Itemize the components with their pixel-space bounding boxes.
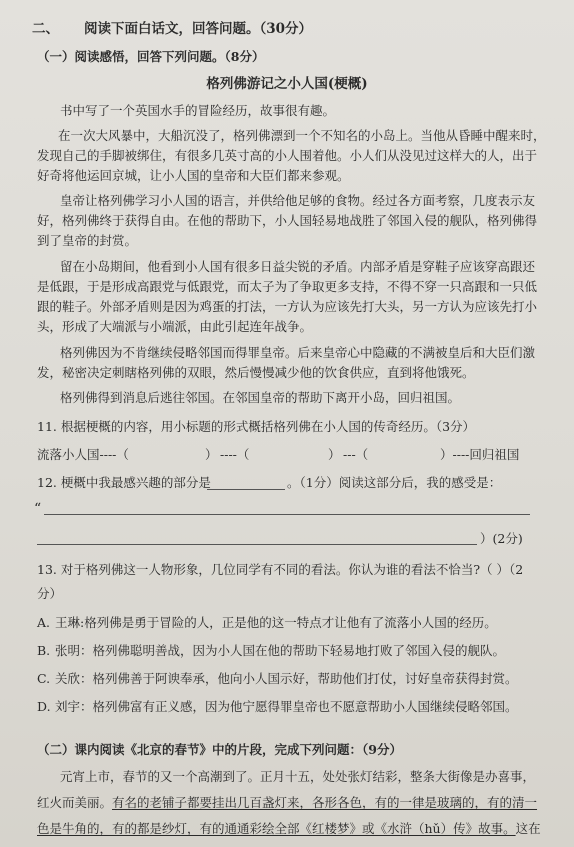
question-13: 13. 对于格列佛这一人物形象，几位同学有不同的看法。你认为谁的看法不恰当?（ ）（2 [37, 562, 524, 577]
q11-arrow-2: ---（ [343, 447, 369, 462]
paragraph-line: 是低跟，于是形成高跟党与低跟党，而太子为了争取更多支持，不得不穿一只高跟和一只低 [37, 279, 538, 294]
paragraph-line: 发，秘密决定刺瞎格列佛的双眼，然后慢慢减少他的饮食供应，直到将他饿死。 [37, 365, 475, 380]
option-a-label[interactable]: A. [37, 615, 51, 630]
paragraph-line: 留在小岛期间，他看到小人国有很多日益尖锐的矛盾。内部矛盾是穿鞋子应该穿高跟还 [60, 259, 536, 274]
q11-blank-2-close: ） [328, 447, 341, 462]
q12-interest-blank[interactable] [207, 489, 285, 490]
q11-blank-1-close: ） [205, 447, 218, 462]
part2-heading: （二）课内阅读《北京的春节》中的片段，完成下列问题：（9分） [37, 742, 402, 757]
part2-line-2-underlined: 有名的老铺子都要挂出几百盏灯来，各形各色，有的一律是玻璃的，有的清一 [112, 795, 538, 810]
story-title: 格列佛游记之小人国(梗概) [206, 76, 368, 92]
section-number: 二、 [32, 21, 59, 37]
section-heading: 阅读下面白话文，回答问题。（30分） [84, 21, 313, 37]
q12-answer-line-1[interactable] [44, 514, 530, 515]
question-11: 11. 根据梗概的内容，用小标题的形式概括格列佛在小人国的传奇经历。（3分） [37, 419, 476, 434]
question-12-suffix: 。（1分）阅读这部分后，我的感受是： [287, 475, 502, 490]
part2-line-3-underlined: 色是牛角的，有的都是纱灯，有的通通彩绘全部《红楼梦》或《水浒（hǔ）传》故事。 [37, 821, 516, 836]
q11-end-label: ）----回归祖国 [440, 447, 520, 462]
paragraph-line: 格列佛因为不肯继续侵略邻国而得罪皇帝。后来皇帝心中隐藏的不满被皇后和大臣们激 [60, 345, 536, 360]
option-d-text: 刘宇：格列佛富有正义感，因为他宁愿得罪皇帝也不愿意帮助小人国继续侵略邻国。 [55, 699, 518, 714]
q11-start-label: 流落小人国----（ [37, 447, 129, 462]
part2-line-3-plain: 这在 [515, 821, 541, 836]
paragraph-line: 在一次大风暴中，大船沉没了，格列佛漂到一个不知名的小岛上。当他从昏睡中醒来时， [58, 128, 546, 143]
q11-arrow-1: ----（ [220, 447, 250, 462]
part2-line-2-plain: 红火而美丽。 [37, 795, 113, 810]
part1-heading: （一）阅读感悟，回答下列问题。（8分） [37, 49, 265, 64]
part2-line-3 [37, 820, 541, 838]
paragraph-line: 头，形成了大端派与小端派，由此引起连年战争。 [37, 319, 313, 334]
part2-line-1: 元宵上市，春节的又一个高潮到了。正月十五，处处张灯结彩，整条大街像是办喜事， [60, 769, 536, 784]
paragraph-line: 好奇将他运回京城，让小人国的皇帝和大臣们都来参观。 [37, 168, 350, 183]
option-b-text: 张明：格列佛聪明善战，因为小人国在他的帮助下轻易地打败了邻国入侵的舰队。 [55, 643, 506, 658]
q12-open-quote: “ [34, 501, 42, 517]
paragraph-line: 跟的鞋子。外部矛盾则是因为鸡蛋的打法，一方认为应该先打大头，另一方认为应该先打小 [37, 299, 538, 314]
option-d-label[interactable]: D. [37, 699, 51, 714]
q12-close: ）(2分) [480, 531, 523, 546]
question-13-cont: 分） [37, 586, 63, 601]
paragraph-line: 格列佛得到消息后逃往邻国。在邻国皇帝的帮助下离开小岛，回归祖国。 [60, 390, 461, 405]
option-c-label[interactable]: C. [37, 671, 51, 686]
paragraph-line: 书中写了一个英国水手的冒险经历，故事很有趣。 [60, 103, 336, 118]
option-a-text: 王琳:格列佛是勇于冒险的人，正是他的这一特点才让他有了流落小人国的经历。 [55, 615, 497, 630]
paragraph-line: 到了皇帝的封赏。 [37, 233, 138, 248]
question-12-prefix: 12. 梗概中我最感兴趣的部分是 [37, 475, 211, 490]
option-c-text: 关欣：格列佛善于阿谀奉承，他向小人国示好，帮助他们打仗，讨好皇帝获得封赏。 [55, 671, 518, 686]
q12-answer-line-2[interactable] [37, 544, 477, 545]
option-b-label[interactable]: B. [37, 643, 51, 658]
paragraph-line: 好，格列佛终于获得自由。在他的帮助下，小人国轻易地战胜了邻国入侵的舰队，格列佛得 [37, 213, 538, 228]
part2-line-2 [37, 794, 537, 812]
paragraph-line: 发现自己的手脚被绑住，有很多几英寸高的小人围着他。小人们从没见过这样大的人，出于 [37, 148, 538, 163]
paragraph-line: 皇帝让格列佛学习小人国的语言，并供给他足够的食物。经过各方面考察，几度表示友 [60, 193, 536, 208]
